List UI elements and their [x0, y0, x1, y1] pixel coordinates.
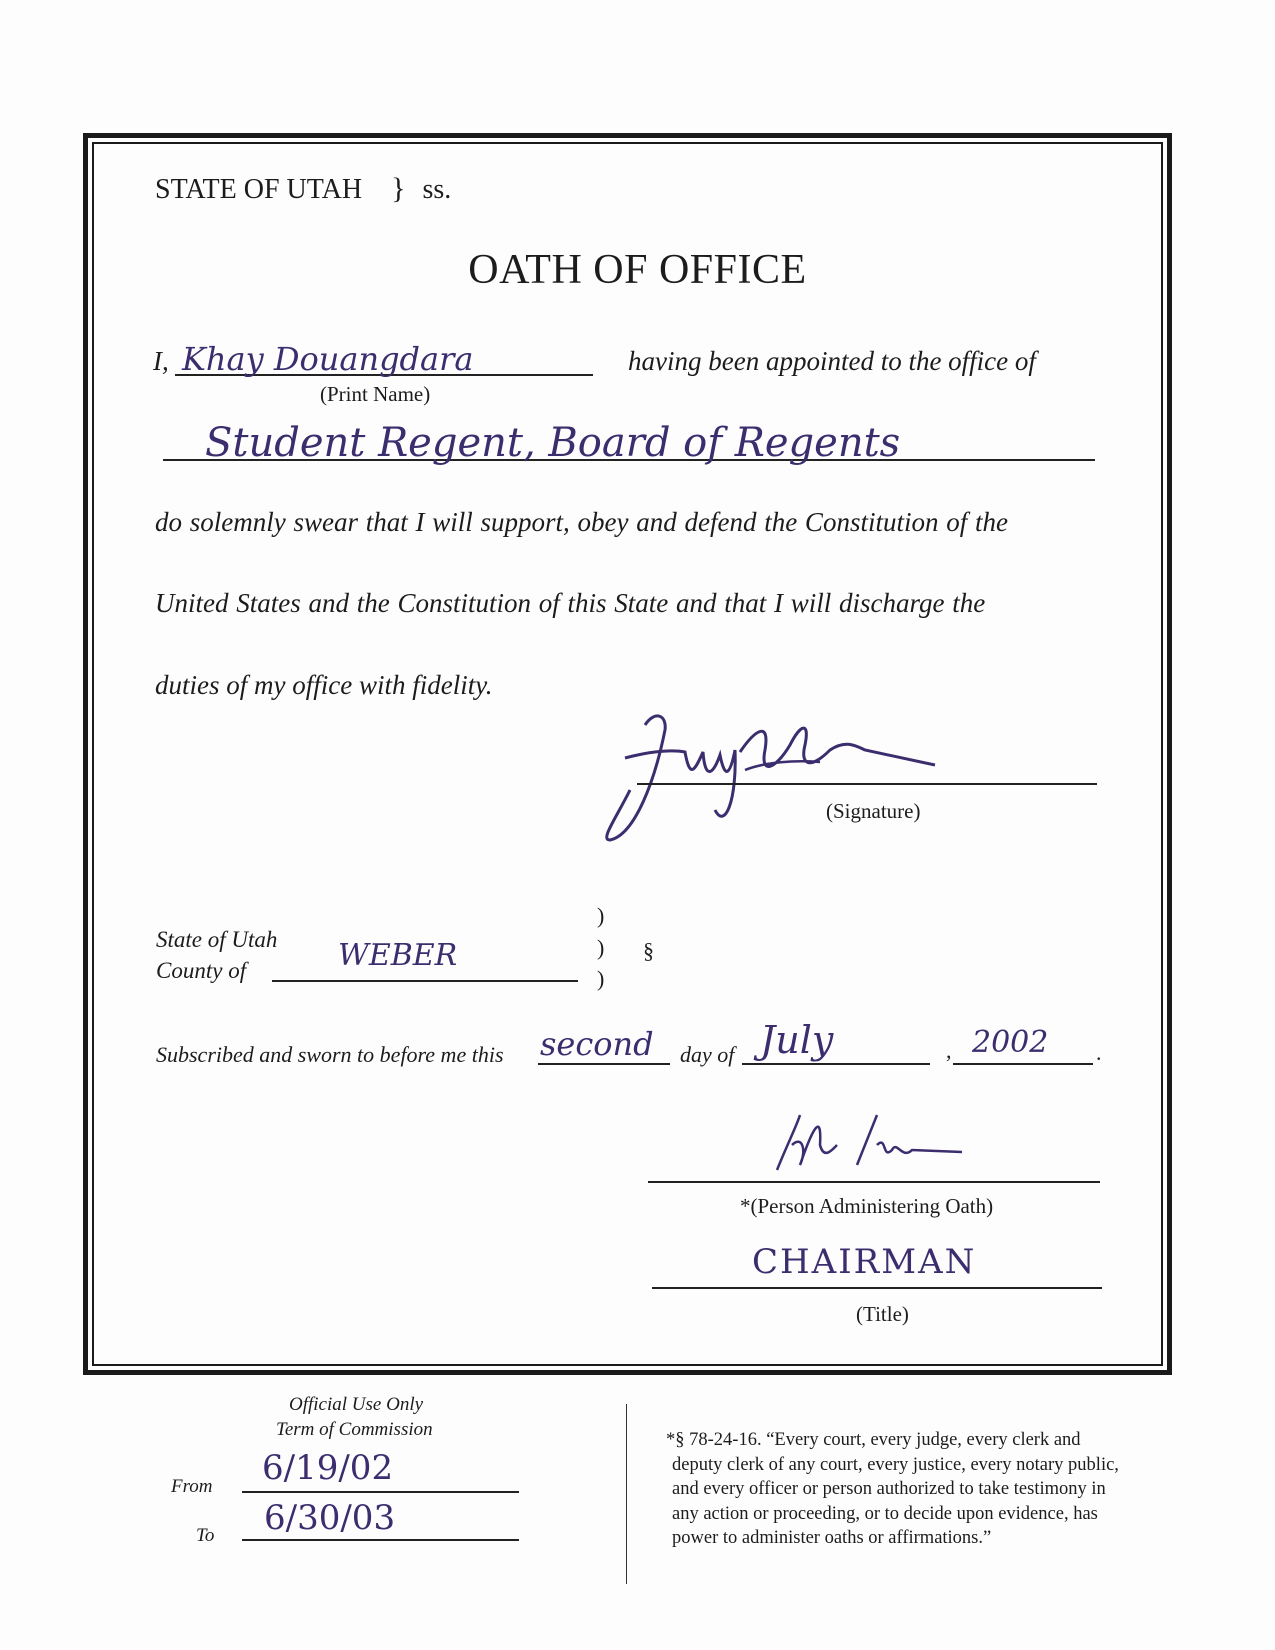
paren-3: ) [597, 966, 605, 991]
print-name-caption: (Print Name) [320, 382, 431, 406]
appointed-text: having been appointed to the office of [628, 346, 1036, 376]
day-of-label: day of [680, 1042, 735, 1067]
oath-body-line-3: duties of my office with fidelity. [155, 670, 493, 700]
from-label: From [171, 1476, 213, 1497]
i-prefix: I, [153, 346, 169, 376]
title-caption: (Title) [856, 1302, 909, 1326]
to-line [242, 1539, 519, 1541]
month-line [742, 1063, 930, 1065]
oath-body-line-1: do solemnly swear that I will support, obey and defend the Constitution of the [155, 507, 1008, 537]
day-handwritten: second [540, 1025, 654, 1063]
name-handwritten: Khay Douangdara [182, 340, 474, 378]
signature-caption: (Signature) [826, 799, 921, 823]
state-heading [155, 172, 451, 206]
paren-1: ) [597, 903, 605, 928]
comma: , [946, 1038, 952, 1063]
county-handwritten: WEBER [338, 938, 458, 973]
year-line [953, 1063, 1093, 1065]
footnote-line-2: deputy clerk of any court, every justice, every notary public, [672, 1454, 1119, 1475]
brace: } [391, 172, 406, 205]
oath-body-line-2: United States and the Constitution of this State and that I will discharge the [155, 588, 986, 618]
official-use-heading: Official Use Only [289, 1394, 424, 1415]
administrator-caption: *(Person Administering Oath) [740, 1194, 994, 1218]
state-label: STATE OF UTAH [155, 174, 363, 205]
county-line [272, 980, 578, 982]
administrator-line [648, 1181, 1100, 1183]
year-handwritten: 2002 [972, 1025, 1049, 1060]
title-handwritten: CHAIRMAN [752, 1242, 977, 1282]
signature-line [637, 783, 1097, 785]
signature-graphic [595, 690, 995, 855]
footnote-line-3: and every officer or person authorized to take testimony in [672, 1479, 1106, 1499]
footnote-line-1: *§ 78-24-16. “Every court, every judge, every clerk and [666, 1430, 1081, 1450]
footnote-line-4: any action or proceeding, or to decide upon evidence, has [672, 1503, 1098, 1524]
from-line [242, 1491, 519, 1493]
footnote-line-5: power to administer oaths or affirmations.” [672, 1528, 992, 1548]
to-label: To [196, 1525, 215, 1546]
ss-label: ss. [422, 174, 452, 205]
to-handwritten: 6/30/03 [264, 1498, 396, 1538]
section-symbol: § [643, 938, 654, 963]
day-line [538, 1063, 670, 1065]
state-of-utah-label: State of Utah [156, 927, 278, 952]
paren-2: ) [597, 935, 605, 960]
vertical-divider [626, 1404, 627, 1584]
title-line [652, 1287, 1102, 1289]
page-title: OATH OF OFFICE [468, 247, 807, 293]
from-handwritten: 6/19/02 [262, 1448, 394, 1488]
county-label: County of [156, 958, 247, 983]
term-heading: Term of Commission [276, 1419, 433, 1440]
period: . [1096, 1040, 1102, 1065]
month-handwritten: July [760, 1018, 834, 1062]
statute-footnote [666, 1428, 1119, 1551]
subscribed-prefix: Subscribed and sworn to before me this [156, 1042, 504, 1067]
administrator-signature-graphic [762, 1105, 982, 1180]
office-handwritten: Student Regent, Board of Regents [205, 420, 901, 466]
